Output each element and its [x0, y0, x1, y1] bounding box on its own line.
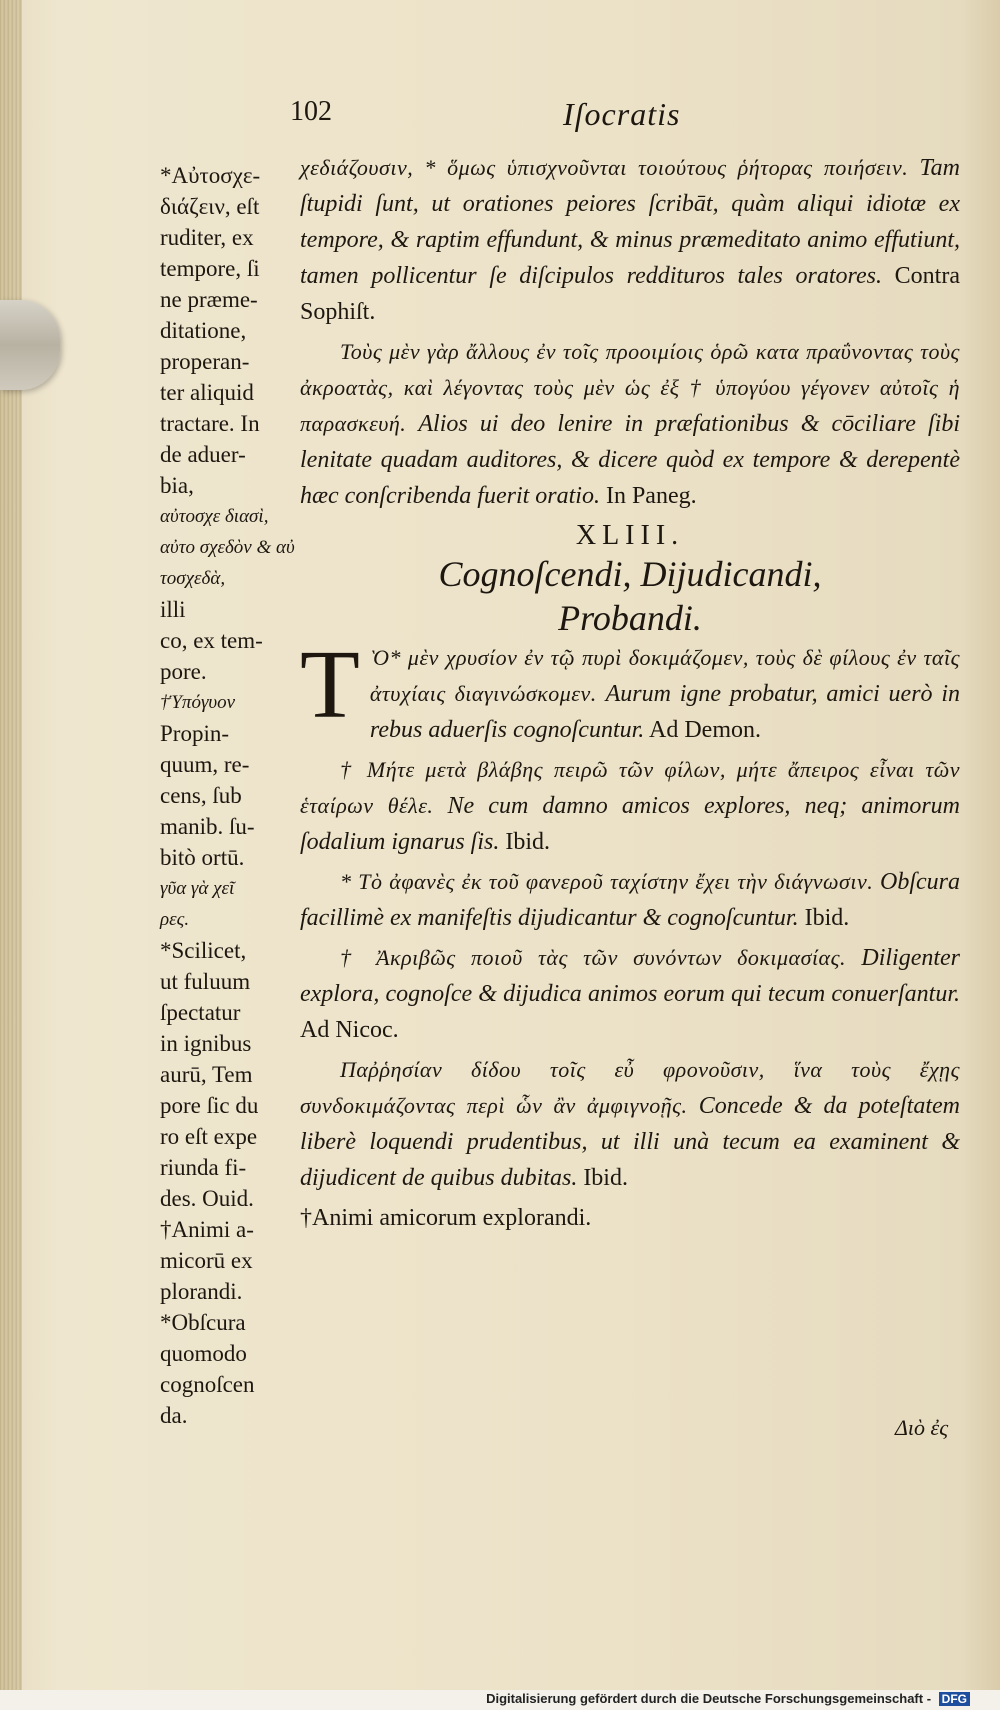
- latin-text: Alios ui deo lenire in præfationibus & cōciliare ſibi lenitate quadam auditores, & dicere quòd ex tempore & derepentè hæc conſcribenda fuerit oratio.: [300, 411, 961, 509]
- paragraph: [300, 1052, 960, 1196]
- paragraph: [300, 940, 960, 1048]
- section-title: Probandi.: [558, 598, 702, 638]
- section-number: XLIII.: [575, 520, 685, 551]
- source-reference: Contra Sophiſt.: [300, 263, 960, 325]
- latin-text: Diligenter explora, cognoſce & dijudica animos eorum qui tecum conuerſantur.: [300, 945, 961, 1007]
- greek-text: Παῤῥησίαν δίδου τοῖς εὖ φρονοῦσιν, ἵνα τοὺς ἔχῃς συνδοκιμάζοντας περὶ ὧν ἂν ἀμφιγνοῇς.: [300, 1057, 960, 1118]
- page-edge: [0, 0, 22, 1690]
- source-reference: Ibid.: [583, 1165, 628, 1191]
- margin-note: γῦα γὰ χεῖ ρες.: [160, 878, 235, 930]
- page-number: 102: [290, 96, 332, 127]
- section-title: Cognoſcendi, Dijudicandi,: [438, 554, 822, 594]
- margin-note: *Αὐτοσχε- διάζειν, eſt ruditer, ex tempore, ſi ne præme- ditatione, properan- ter aliquid tractare. In de aduer- bia,: [160, 163, 261, 498]
- dfg-logo: DFG: [939, 1692, 970, 1706]
- margin-note: αὐτοσχε διασὶ, αὐτο σχεδὸν & αὐ τοσχεδὰ,: [160, 506, 295, 589]
- greek-text: Τοὺς μὲν γὰρ ἄλλους ἐν τοῖς προοιμίοις ὁρῶ κατα πραΰνοντας τοὺς ἀκροατὰς, καὶ λέγοντας τοὺς μὲν ὡς ἐξ † ὑπογύου γέγονεν αὐτοῖς ἡ παρασκευή.: [300, 339, 960, 436]
- source-reference: Ad Nicoc.: [300, 1017, 399, 1043]
- main-text: [300, 150, 960, 1240]
- source-reference: In Paneg.: [605, 483, 697, 509]
- latin-text: Obſcura facillimè ex manifeſtis dijudicantur & cognoſcuntur.: [300, 869, 961, 931]
- paragraph: [300, 631, 960, 748]
- running-title: Iſocratis: [563, 96, 681, 132]
- footer-credit: [486, 1691, 970, 1706]
- paragraph: [300, 150, 960, 330]
- source-reference: Ibid.: [505, 829, 551, 855]
- greek-text: † Ἀκριβῶς ποιοῦ τὰς τῶν συνόντων δοκιμασίας.: [340, 945, 847, 970]
- footnote: †Animi amicorum explorandi.: [300, 1205, 592, 1231]
- footer-text: Digitalisierung gefördert durch die Deutsche Forschungsgemeinschaft -: [486, 1691, 932, 1706]
- greek-text: χεδιάζουσιν, * ὅμως ὑπισχνοῦνται τοιούτους ῥήτορας ποιήσειν.: [300, 155, 909, 180]
- margin-note: *Scilicet, ut fuluum ſpectatur in ignibus aurū, Tem pore ſic du ro eſt expe riunda fi- des. Ouid. †Animi a- micorū ex plorandi. *Obſcura quomodo cognoſcen da.: [160, 938, 259, 1428]
- running-head: [290, 96, 970, 136]
- latin-text: Tam ſtupidi ſunt, ut orationes peiores ſcribāt, quàm aliqui idiotæ ex tempore, & raptim effundunt, & minus præmeditato animo effutiunt, tamen pollicentur ſe diſcipulos reddituros tales oratores.: [300, 155, 960, 289]
- footer-bar: [0, 1690, 1000, 1710]
- greek-text: Ὸ* μὲν χρυσίον ἐν τῷ πυρὶ δοκιμάζομεν, τοὺς δὲ φίλους ἐν ταῖς ἀτυχίαις διαγινώσκομεν.: [369, 645, 960, 706]
- margin-note: Propin- quum, re- cens, ſub manib. ſu- bitò ortū.: [160, 721, 255, 870]
- latin-text: Concede & da poteſtatem liberè loquendi prudentibus, ut illi unà tecum ea examinent & dijudicent de quibus dubitas.: [300, 1093, 960, 1191]
- paragraph: [300, 334, 960, 514]
- source-reference: Ibid.: [804, 905, 850, 931]
- margin-note: †Ὑπόγυον: [160, 692, 236, 713]
- drop-cap: T: [300, 631, 360, 739]
- latin-text: Ne cum damno amicos explores, neq; animorum ſodalium ignarus ſis.: [300, 793, 961, 855]
- latin-text: Aurum igne probatur, amici uerò in rebus aduerſis cognoſcuntur.: [369, 681, 960, 743]
- catchword: Διὸ ἐς: [895, 1415, 949, 1440]
- paragraph: [300, 864, 960, 936]
- margin-notes: [160, 160, 300, 1431]
- greek-text: * Τὸ ἀφανὲς ἐκ τοῦ φανεροῦ ταχίστην ἔχει τὴν διάγνωσιν.: [340, 869, 874, 894]
- greek-text: † Μήτε μετὰ βλάβης πειρῶ τῶν φίλων, μήτε ἄπειρος εἶναι τῶν ἑταίρων θέλε.: [300, 757, 960, 818]
- margin-note: illi co, ex tem- pore.: [160, 597, 263, 684]
- source-reference: Ad Demon.: [649, 717, 761, 743]
- paragraph: [300, 752, 960, 860]
